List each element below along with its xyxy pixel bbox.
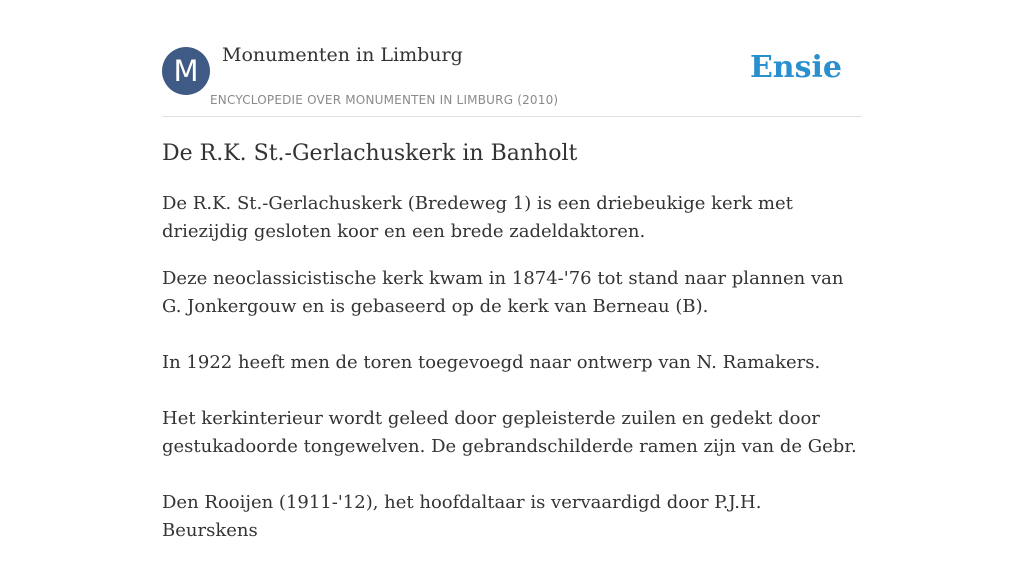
article-paragraph: Het kerkinterieur wordt geleed door gepleisterde zuilen en gedekt door gestukadoorde tongewelven. De gebrandschilderde ramen zijn van de Gebr. (162, 408, 857, 457)
article (162, 138, 862, 564)
article-paragraph: Den Rooijen (1911-'12), het hoofdaltaar is vervaardigd door P.J.H. Beurskens (162, 492, 762, 541)
article-paragraph: De R.K. St.-Gerlachuskerk (Bredeweg 1) is een driebeukige kerk met driezijdig gesloten koor en een brede zadeldaktoren. (162, 193, 793, 242)
source-title[interactable]: Monumenten in Limburg (222, 44, 463, 66)
article-paragraph: Deze neoclassicistische kerk kwam in 1874-'76 tot stand naar plannen van G. Jonkergouw en is gebaseerd op de kerk van Berneau (B). (162, 268, 844, 317)
article-title: De R.K. St.-Gerlachuskerk in Banholt (162, 141, 578, 166)
source-header (162, 0, 862, 117)
source-subtitle: ENCYCLOPEDIE OVER MONUMENTEN IN LIMBURG (2010) (210, 93, 559, 107)
ensie-logo[interactable]: Ensie (749, 50, 842, 85)
article-paragraph: In 1922 heeft men de toren toegevoegd naar ontwerp van N. Ramakers. (162, 352, 821, 373)
source-avatar[interactable]: M (162, 47, 210, 95)
